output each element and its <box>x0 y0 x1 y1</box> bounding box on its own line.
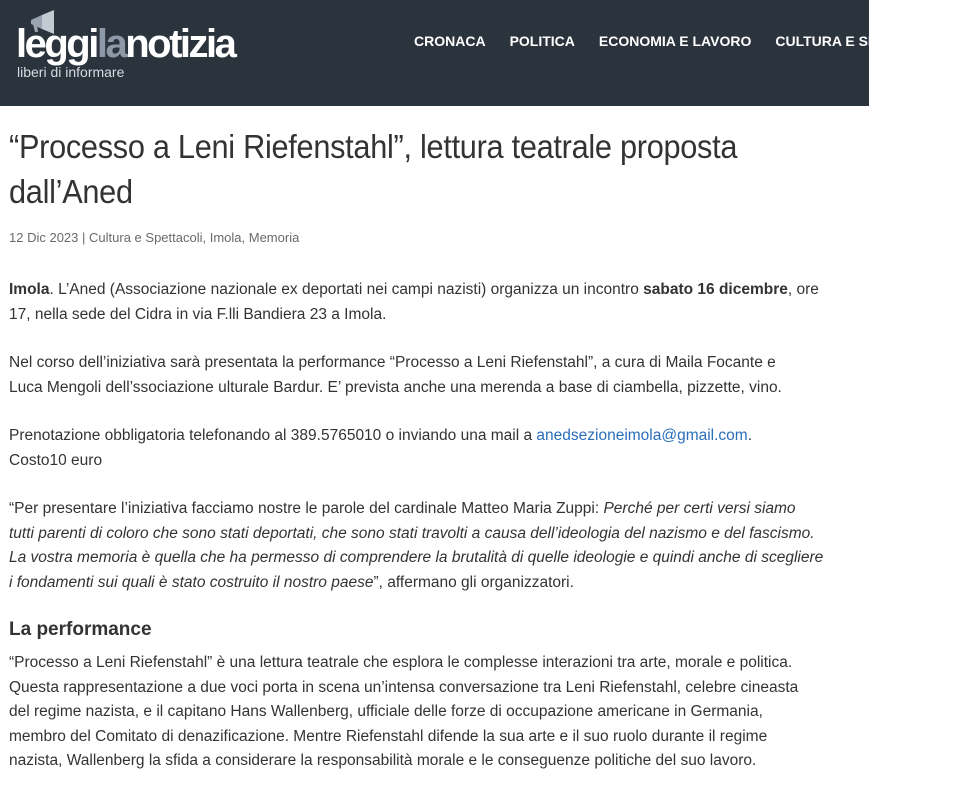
logo-accent: la <box>96 22 126 66</box>
paragraph-text: , ore <box>787 281 819 298</box>
place-name: Imola <box>9 281 50 298</box>
article <box>9 124 849 769</box>
paragraph-text: Luca Mengoli dell’ssociazione ulturale Bardur. E’ prevista anche una merenda a base di ciambella, pizzette, vino. <box>9 378 782 396</box>
paragraph-text: “Per presentare l’iniziativa facciamo nostre le parole del cardinale Matteo Maria Zuppi: <box>9 500 604 517</box>
paragraph-intro <box>9 278 849 327</box>
paragraph-text: del regime nazista, e il capitano Hans Wallenberg, ufficiale delle forze di occupazione americane in Germania, <box>9 703 763 720</box>
logo-wordmark <box>16 22 234 66</box>
paragraph-text: . <box>747 427 753 444</box>
site-tagline: liberi di informare <box>17 64 125 80</box>
nav-item-economia-e-lavoro[interactable]: ECONOMIA E LAVORO <box>598 33 752 49</box>
nav-item-cronaca[interactable]: CRONACA <box>414 33 486 49</box>
paragraph-text: membro del Comitato di denazificazione. Mentre Riefenstahl difende la sua arte e il suo ruolo durante il regime <box>9 727 768 745</box>
paragraph-text: . L’Aned (Associazione nazionale ex deportati nei campi nazisti) organizza un incontro <box>49 281 644 298</box>
meta-separator: | <box>82 230 86 245</box>
article-body <box>9 278 849 798</box>
paragraph-text: 17, nella sede del Cidra in via F.lli Bandiera 23 a Imola. <box>9 305 387 323</box>
nav-item-cultura-e-spettacoli[interactable]: CULTURA E SPETTACOLI <box>775 33 947 49</box>
paragraph-text: Nel corso dell’iniziativa sarà presentata la performance “Processo a Leni Riefenstahl”, a cura di Maila Focante e <box>9 354 776 371</box>
email-link[interactable]: anedsezioneimola@gmail.com <box>536 427 748 444</box>
paragraph-text: Questa rappresentazione a due voci porta in scena un’intensa conversazione tra Leni Riefenstahl, celebre cineasta <box>9 678 799 696</box>
paragraph-booking <box>9 424 849 473</box>
article-meta: 12 Dic 2023 | Cultura e Spettacoli, Imola, Memoria <box>9 230 300 245</box>
logo-suffix: notizia <box>125 22 235 66</box>
paragraph-text: Costo10 euro <box>9 451 103 469</box>
site-logo[interactable] <box>16 8 276 88</box>
site-header <box>0 0 947 106</box>
paragraph-text: ”, affermano gli organizzatori. <box>373 573 574 591</box>
paragraph-text: “Processo a Leni Riefenstahl” è una lettura teatrale che esplora le complesse interazioni tra arte, morale e politica. <box>9 654 793 671</box>
section-heading: La performance <box>9 619 152 640</box>
main-nav <box>414 33 970 49</box>
paragraph-text: nazista, Wallenberg la sfida a considerare la responsabilità morale e le conseguenze politiche del suo lavoro. <box>9 752 757 769</box>
paragraph-text: Prenotazione obbligatoria telefonando al 389.5765010 o inviando una mail a <box>9 427 537 444</box>
quote-text: La vostra memoria è quella che ha permesso di comprendere la brutalità di quelle ideologie e quindi anche di scegliere <box>9 549 824 566</box>
logo-prefix: leggi <box>16 22 97 66</box>
article-date: 12 Dic 2023 <box>9 230 79 245</box>
quote-text: Perché per certi versi siamo <box>603 500 796 517</box>
quote-text: i fondamenti sui quali è stato costruito il nostro paese <box>9 573 374 591</box>
paragraph-performance <box>9 351 849 400</box>
category-link-imola[interactable]: Imola <box>209 230 242 245</box>
quote-text: tutti parenti di coloro che sono stati deportati, che sono stati travolti a causa dell’ideologia del nazismo e del fascismo. <box>9 524 815 542</box>
category-link-memoria[interactable]: Memoria <box>248 230 300 245</box>
category-link-cultura[interactable]: Cultura e Spettacoli <box>89 230 203 245</box>
event-date: sabato 16 dicembre <box>643 281 788 298</box>
nav-item-politica[interactable]: POLITICA <box>509 33 575 49</box>
article-title: “Processo a Leni Riefenstahl”, lettura teatrale proposta dall’Aned <box>9 128 738 210</box>
paragraph-quote <box>9 497 849 595</box>
paragraph-description <box>9 651 849 774</box>
